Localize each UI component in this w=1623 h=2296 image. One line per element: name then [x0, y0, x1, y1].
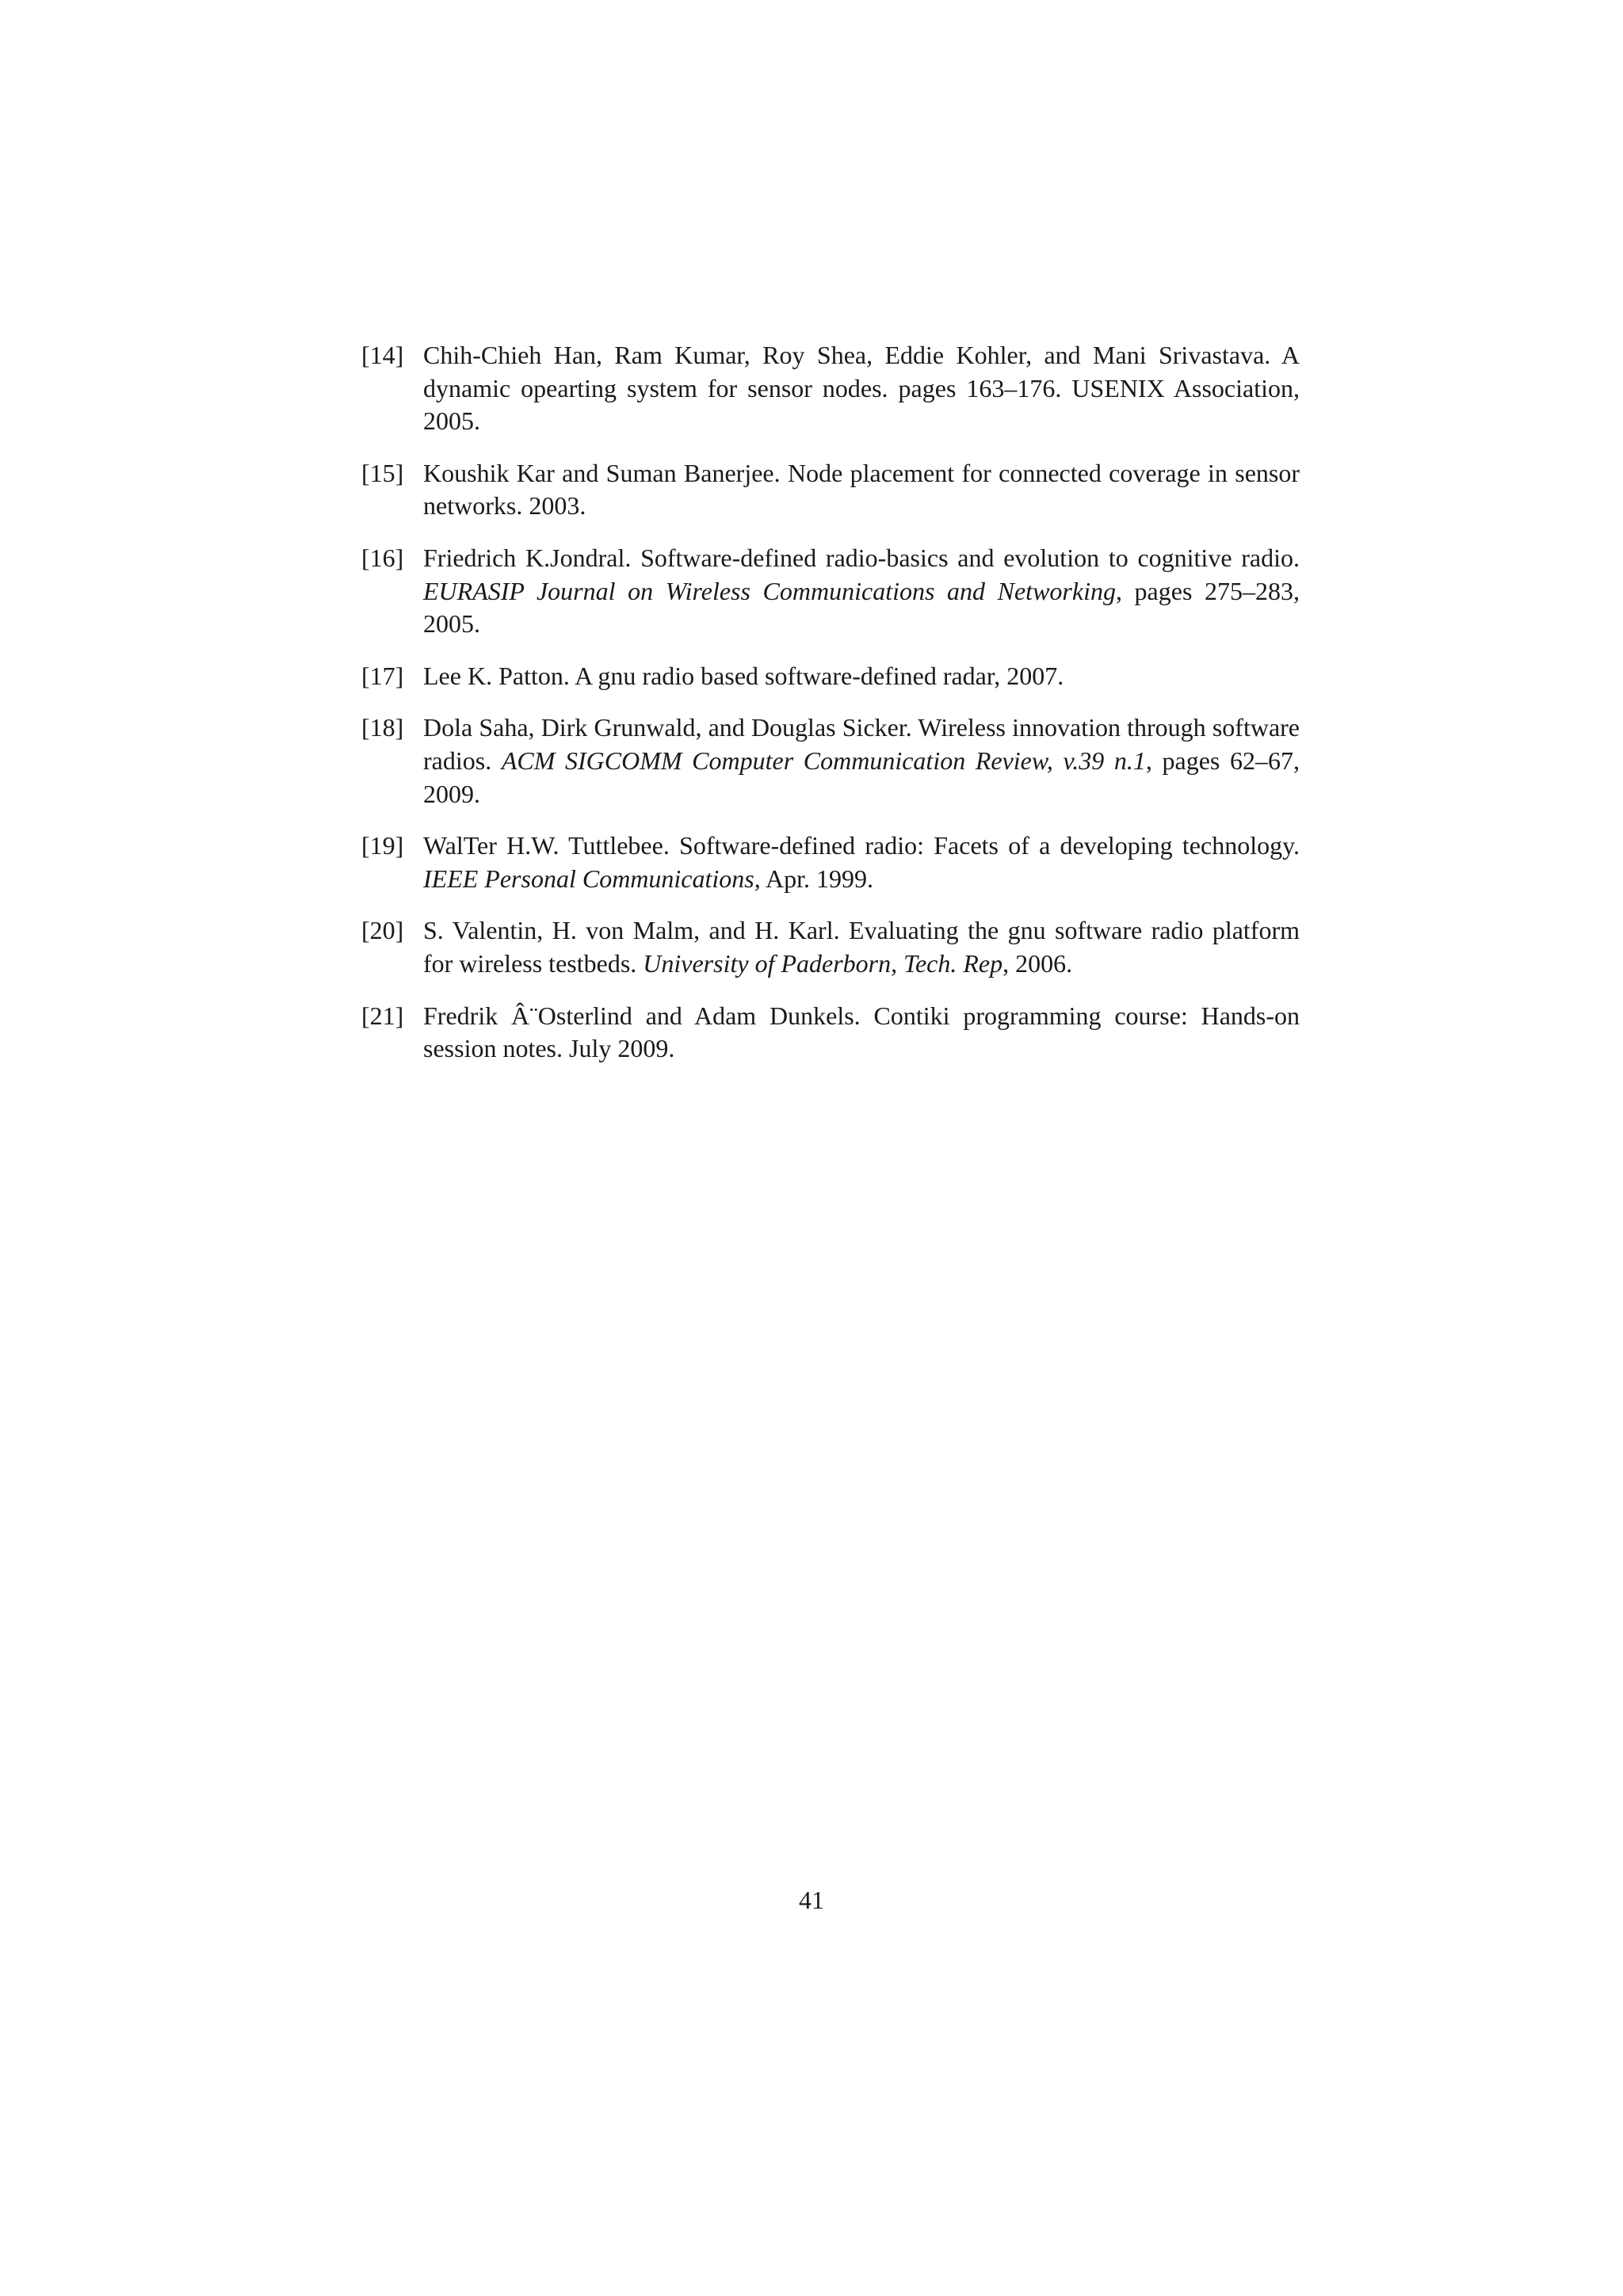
- reference-text: [423, 1000, 1300, 1066]
- reference-entry: [361, 542, 1300, 641]
- reference-number: [17]: [361, 661, 404, 690]
- reference-segment: Dola Saha, Dirk Grunwald, and Douglas Sicker. Wireless innovation through software radios.: [423, 713, 1300, 775]
- reference-number: [18]: [361, 713, 404, 742]
- reference-segment: , Apr. 1999.: [754, 864, 873, 893]
- reference-entry: [361, 711, 1300, 810]
- reference-entry: [361, 457, 1300, 523]
- reference-segment: , pages 62–67, 2009.: [423, 746, 1300, 808]
- reference-entry: [361, 660, 1300, 693]
- reference-text: [423, 914, 1300, 980]
- reference-venue: ACM SIGCOMM Computer Communication Review, v.39 n.1: [501, 746, 1146, 775]
- reference-text: [423, 339, 1300, 438]
- reference-list: [361, 339, 1300, 1085]
- reference-number: [15]: [361, 458, 404, 487]
- reference-text: [423, 711, 1300, 810]
- reference-number: [20]: [361, 916, 404, 945]
- reference-segment: Lee K. Patton. A gnu radio based software-defined radar, 2007.: [423, 661, 1064, 690]
- reference-segment: Koushik Kar and Suman Banerjee. Node placement for connected coverage in sensor networks. 2003.: [423, 458, 1300, 521]
- reference-text: [423, 830, 1300, 895]
- reference-text: [423, 457, 1300, 523]
- reference-number: [16]: [361, 543, 404, 572]
- reference-segment: S. Valentin, H. von Malm, and H. Karl. Evaluating the gnu software radio platform for wireless testbeds.: [423, 916, 1300, 978]
- reference-segment: Fredrik Â¨Osterlind and Adam Dunkels. Contiki programming course: Hands-on session notes. July 2009.: [423, 1001, 1300, 1063]
- reference-venue: University of Paderborn, Tech. Rep: [643, 948, 1003, 978]
- reference-text: [423, 660, 1300, 693]
- reference-number: [14]: [361, 341, 404, 369]
- reference-venue: EURASIP Journal on Wireless Communications and Networking: [423, 576, 1116, 605]
- reference-venue: IEEE Personal Communications: [423, 864, 754, 893]
- page-number: 41: [799, 1886, 824, 1914]
- reference-number: [19]: [361, 831, 404, 860]
- reference-entry: [361, 914, 1300, 980]
- reference-segment: Friedrich K.Jondral. Software-defined radio-basics and evolution to cognitive radio.: [423, 543, 1300, 572]
- reference-segment: , 2006.: [1002, 948, 1073, 978]
- reference-segment: Chih-Chieh Han, Ram Kumar, Roy Shea, Eddie Kohler, and Mani Srivastava. A dynamic opearting system for sensor nodes. pages 163–176. USENIX Association, 2005.: [423, 341, 1300, 436]
- reference-text: [423, 542, 1300, 641]
- reference-entry: [361, 1000, 1300, 1066]
- reference-segment: , pages 275–283, 2005.: [423, 576, 1300, 639]
- reference-number: [21]: [361, 1001, 404, 1030]
- reference-entry: [361, 339, 1300, 438]
- reference-segment: WalTer H.W. Tuttlebee. Software-defined radio: Facets of a developing technology.: [423, 831, 1300, 860]
- reference-entry: [361, 830, 1300, 895]
